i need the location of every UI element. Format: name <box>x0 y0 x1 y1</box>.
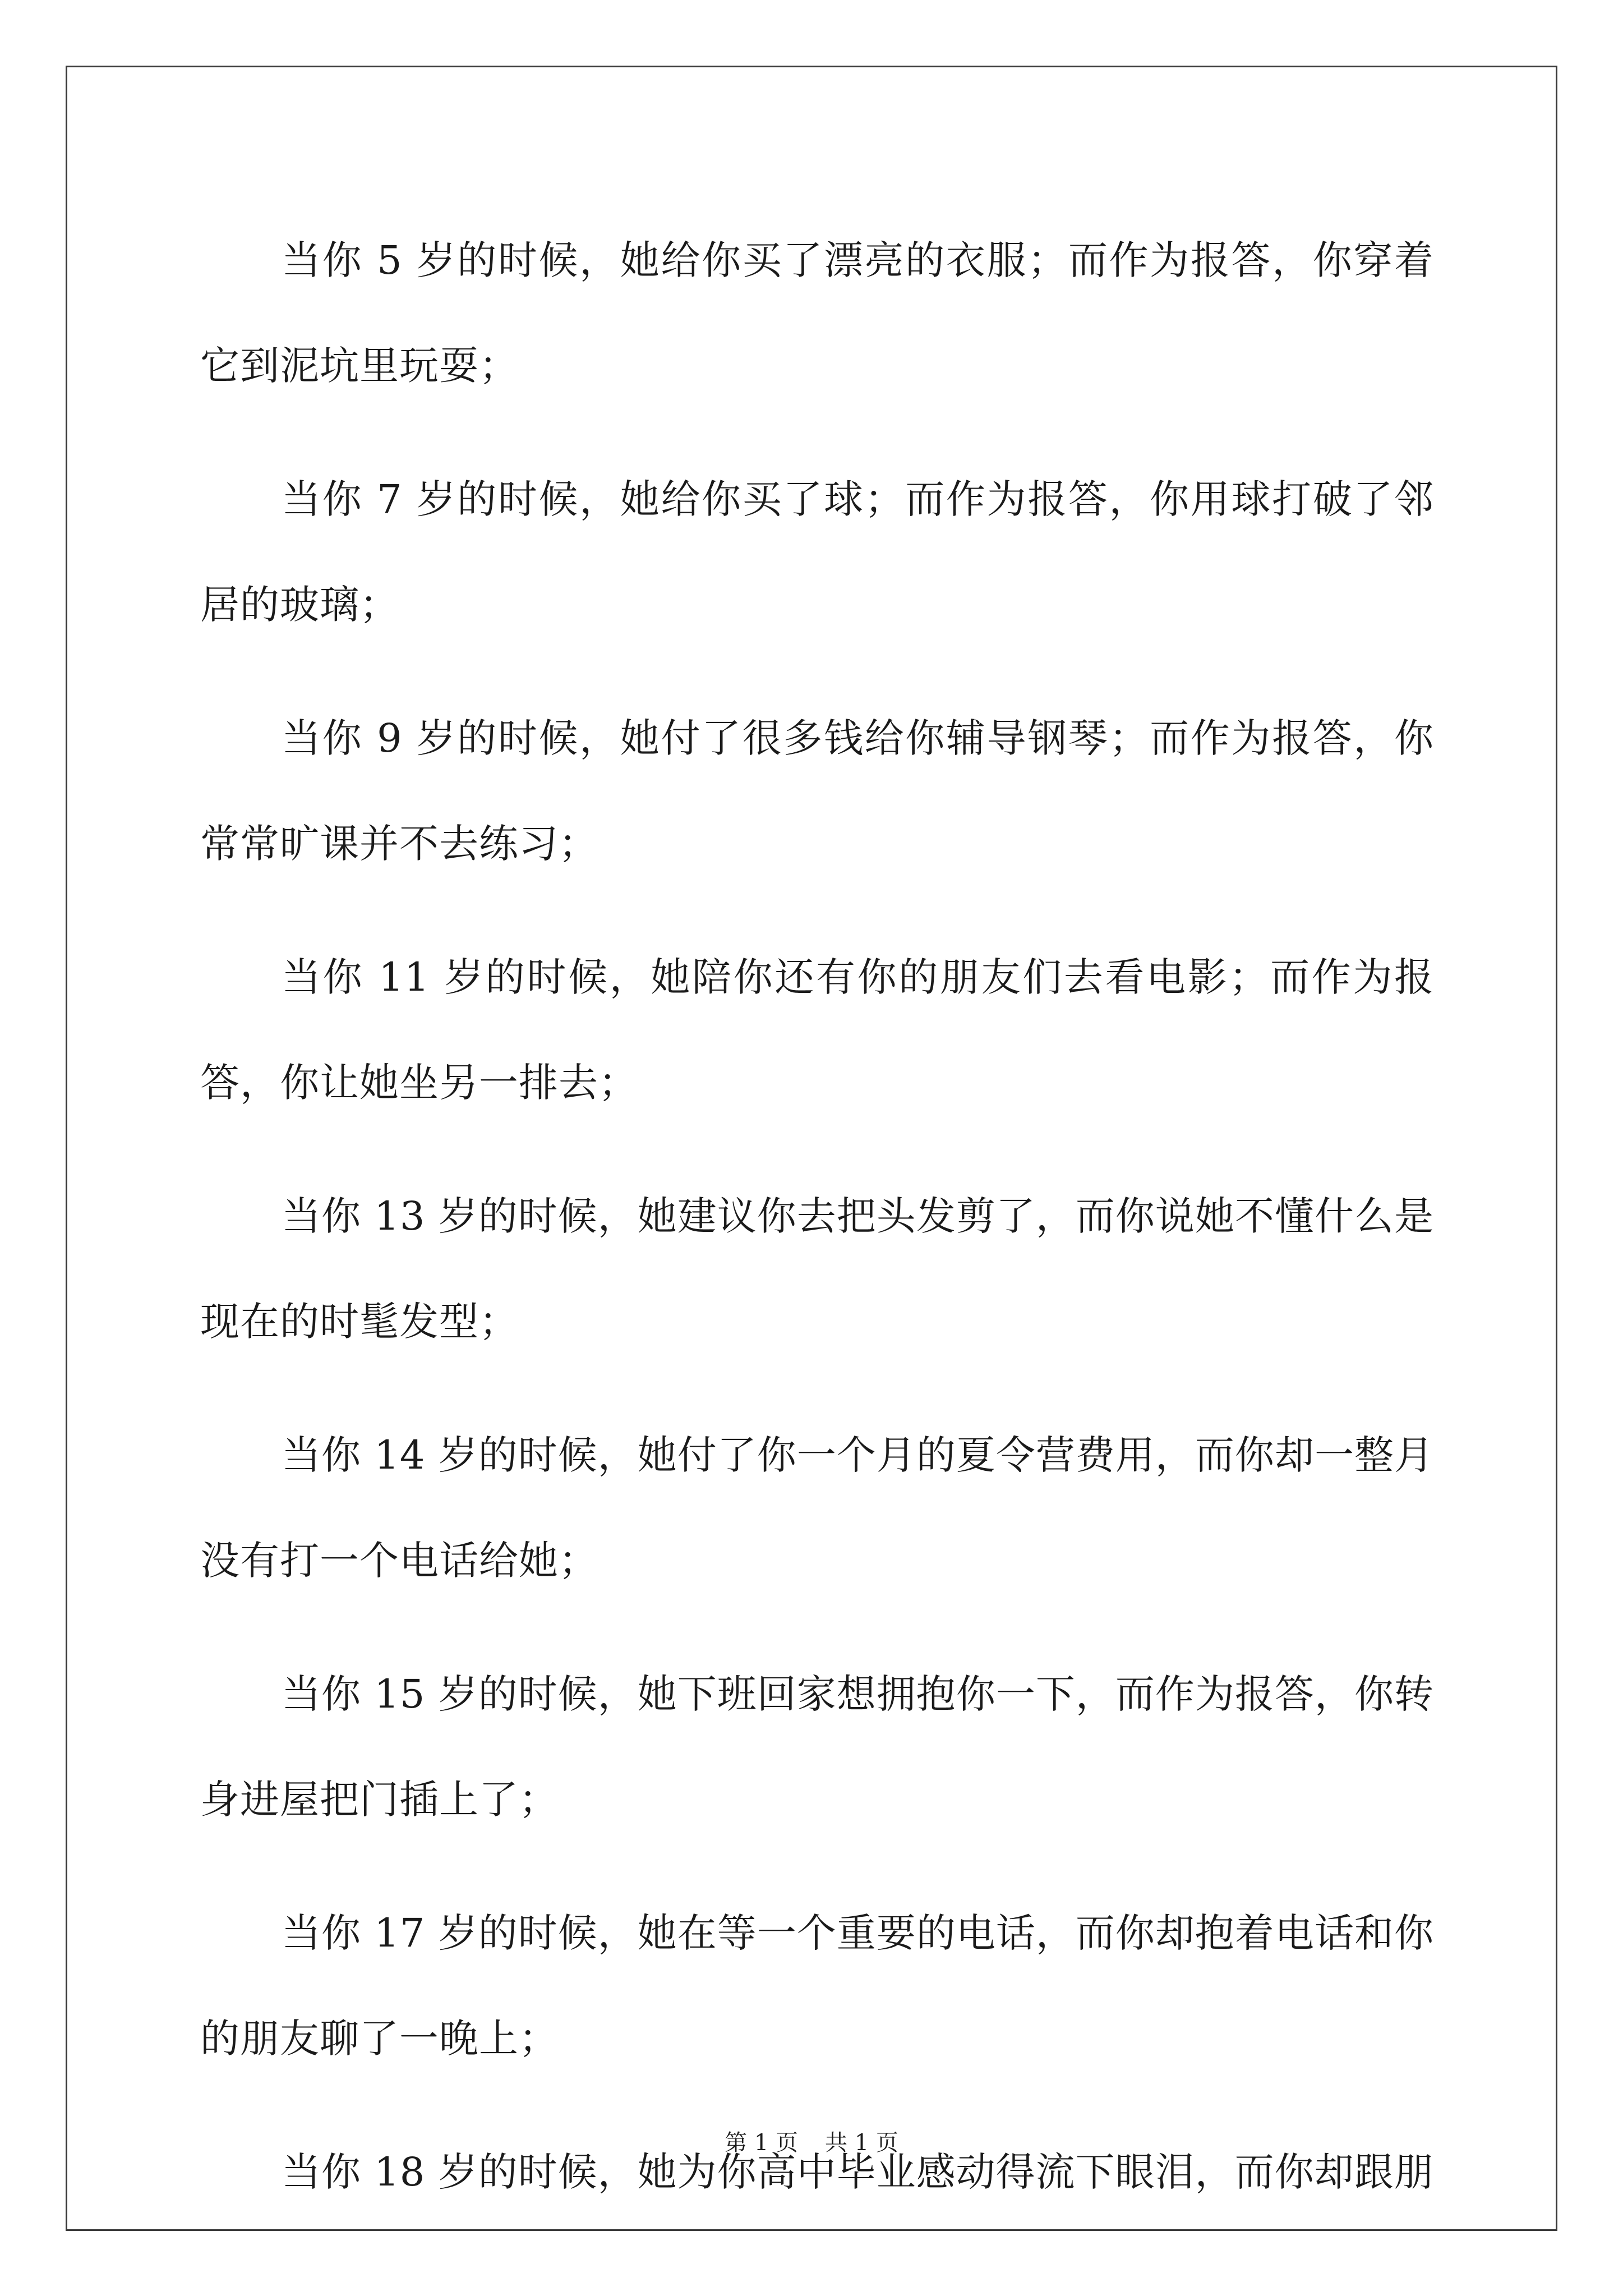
page-footer <box>0 2129 1623 2157</box>
paragraph-age-9: 当你 9 岁的时候，她付了很多钱给你辅导钢琴；而作为报答，你常常旷课并不去练习； <box>200 715 1434 867</box>
paragraph-age-7: 当你 7 岁的时候，她给你买了球；而作为报答，你用球打破了邻居的玻璃； <box>200 476 1434 628</box>
page-number: 第 1 页 <box>725 2130 798 2156</box>
paragraph-age-17: 当你 17 岁的时候，她在等一个重要的电话，而你却抱着电话和你的朋友聊了一晚上； <box>200 1910 1434 2062</box>
page-total: 共 1 页 <box>825 2130 898 2156</box>
paragraph-age-14: 当你 14 岁的时候，她付了你一个月的夏令营费用，而你却一整月没有打一个电话给她； <box>200 1432 1434 1584</box>
paragraph-age-18: 当你 18 岁的时候，她为你高中毕业感动得流下眼泪，而你却跟朋 <box>282 2149 1434 2195</box>
paragraph-age-5: 当你 5 岁的时候，她给你买了漂亮的衣服；而作为报答，你穿着它到泥坑里玩耍； <box>200 237 1434 389</box>
paragraph-age-11: 当你 11 岁的时候，她陪你还有你的朋友们去看电影；而作为报答，你让她坐另一排去； <box>200 954 1434 1106</box>
document-body <box>200 208 1434 2253</box>
paragraph-age-13: 当你 13 岁的时候，她建议你去把头发剪了，而你说她不懂什么是现在的时髦发型； <box>200 1193 1434 1345</box>
paragraph-age-15: 当你 15 岁的时候，她下班回家想拥抱你一下，而作为报答，你转身进屋把门插上了； <box>200 1671 1434 1823</box>
